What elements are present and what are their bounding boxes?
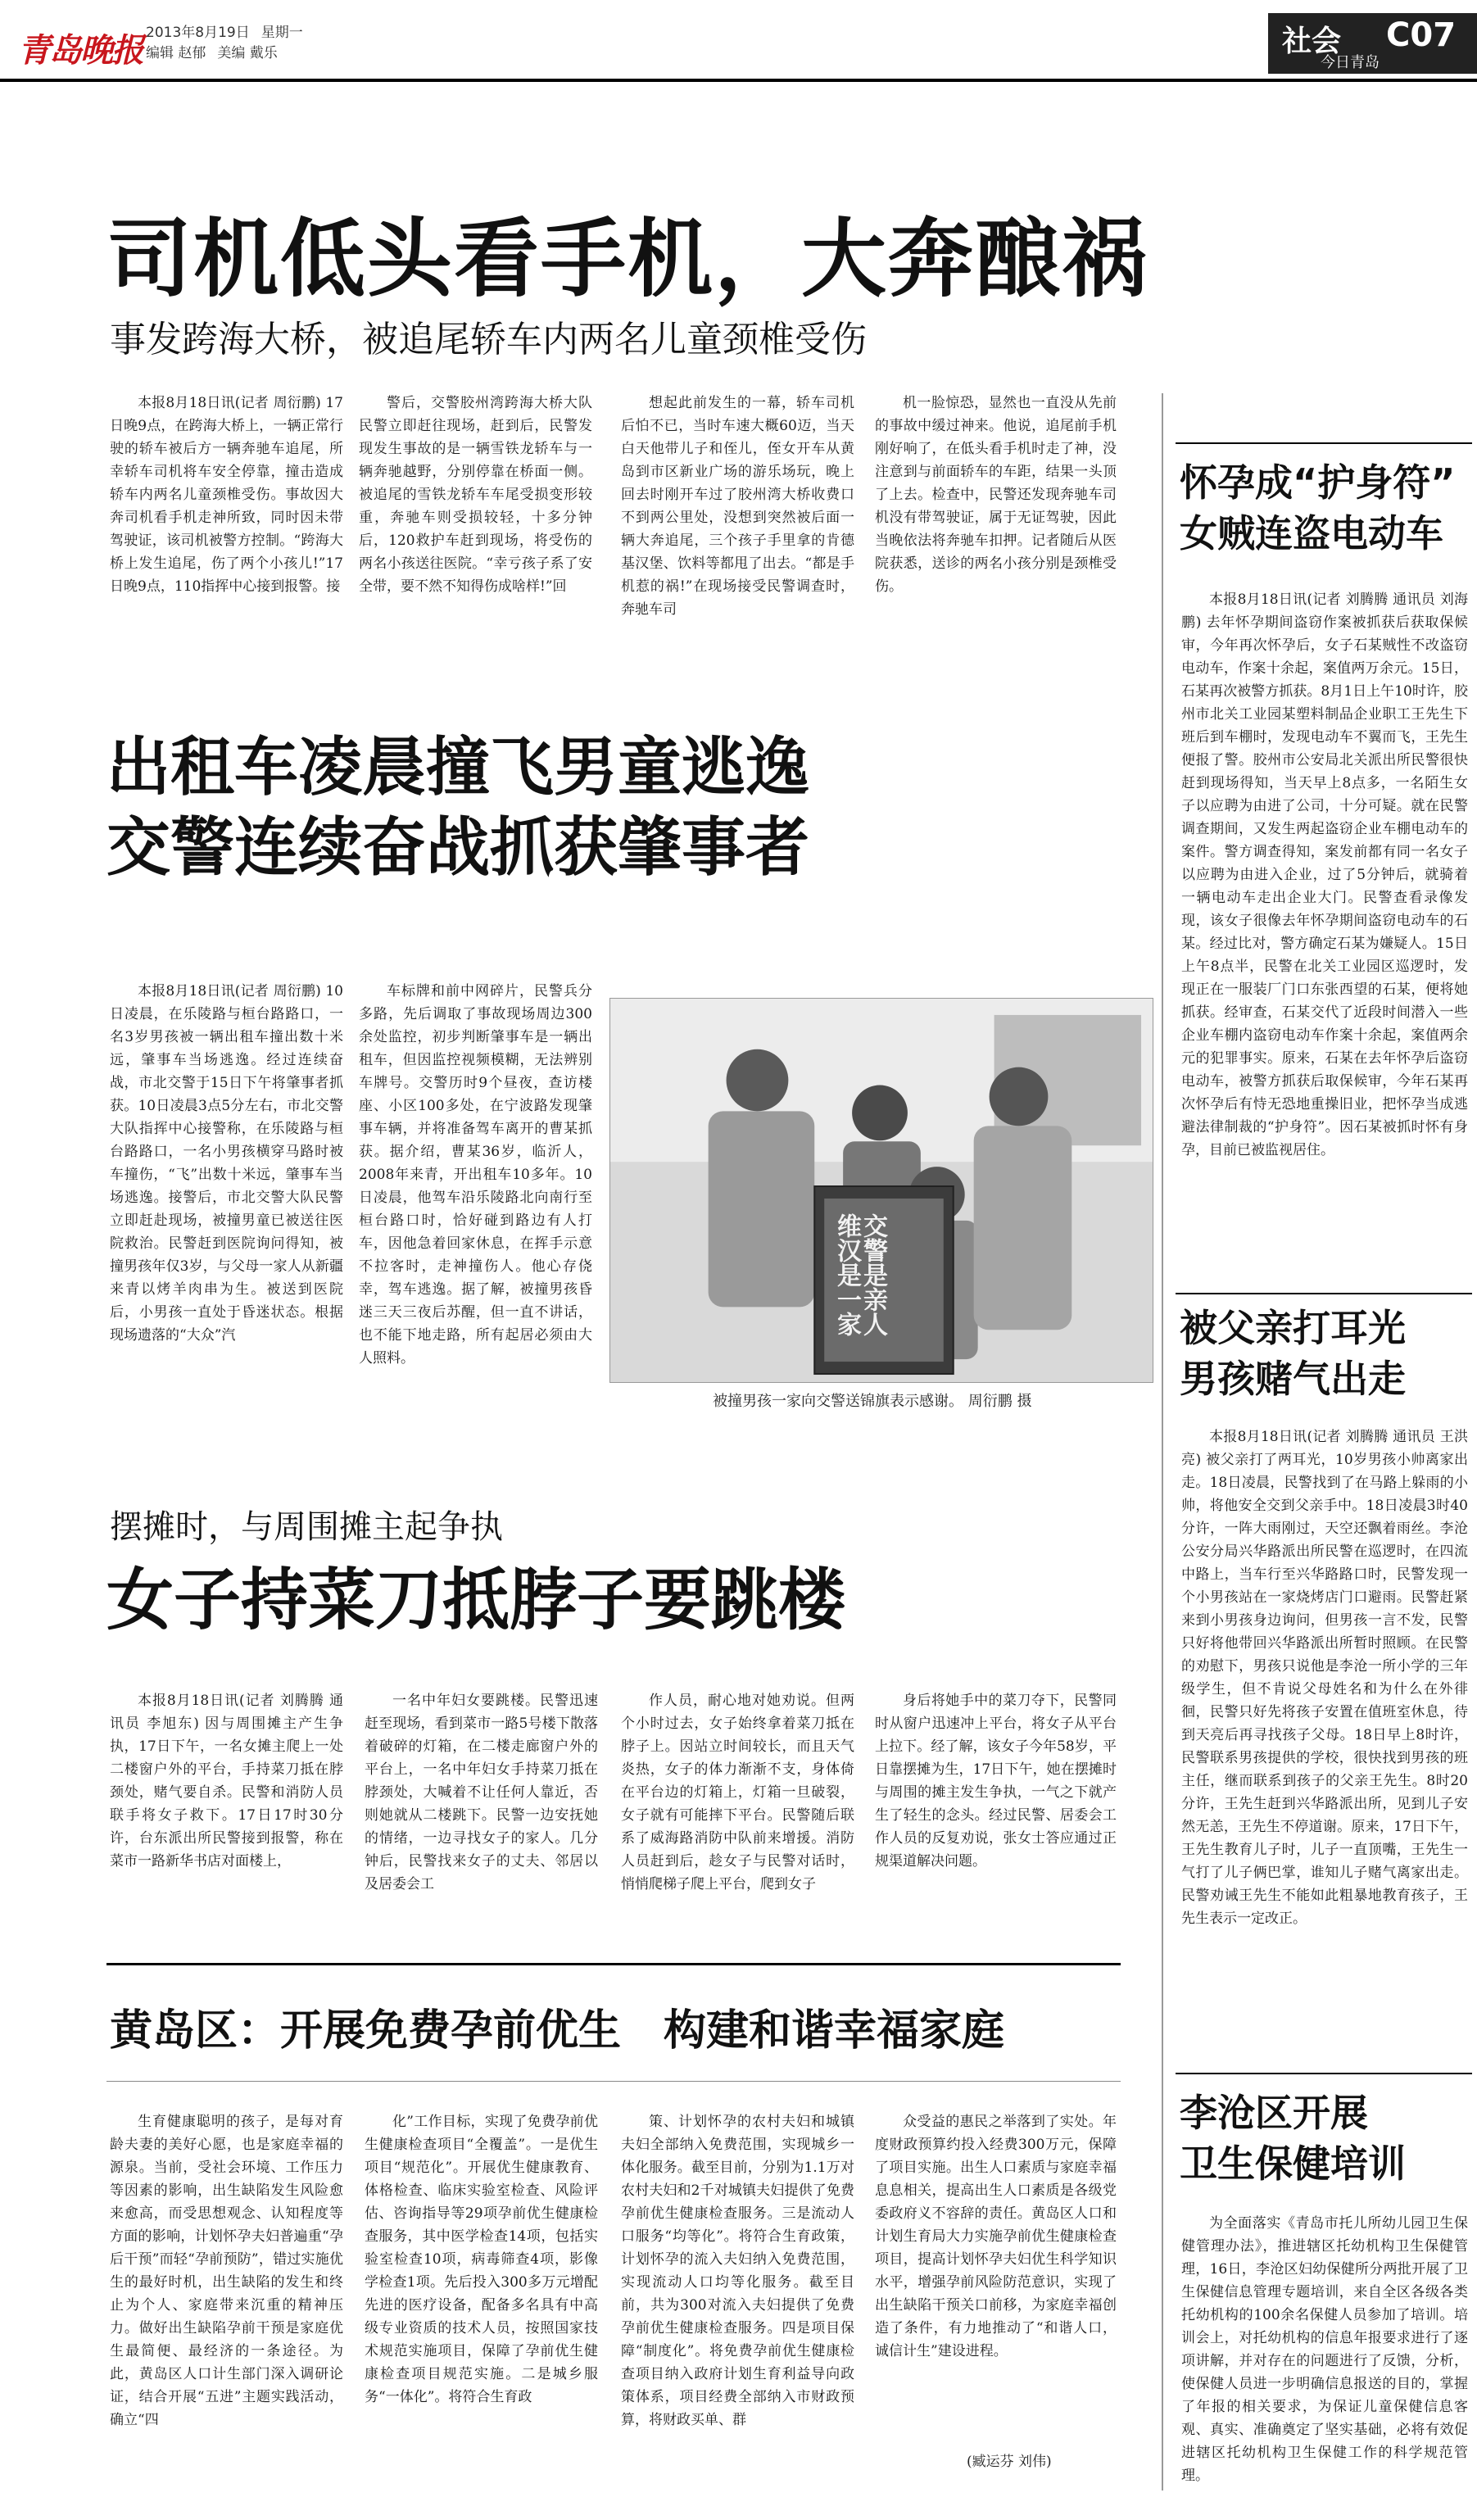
article-headline: 女子持菜刀抵脖子要跳楼 xyxy=(106,1561,846,1639)
article-column xyxy=(110,980,343,1422)
article-headline: 司机低头看手机，大奔酿祸 xyxy=(106,209,1149,309)
article-column xyxy=(875,392,1117,678)
photo-caption: 被撞男孩一家向交警送锦旗表示感谢。 周衍鹏 摄 xyxy=(713,1393,1032,1410)
issue-date: 2013年8月19日 xyxy=(146,25,250,41)
headline-line: 怀孕成“护身符” xyxy=(1180,460,1456,505)
page-number: C07 xyxy=(1386,16,1457,54)
issue-info xyxy=(146,23,315,64)
article-paragraph: 本报8月18日讯(记者 刘腾腾 通讯员 李旭东) 因与周围摊主产生争执，17日下午，一名女摊主爬上一处二楼窗户外的平台，手持菜刀抵在脖颈处，赌气要自杀。民警和消防人员联手将女子救下。17日17时30分许，台东派出所民警接到报警，称在菜市一路新华书店对面楼上， xyxy=(110,1693,343,1870)
rail-rule xyxy=(1176,2073,1472,2074)
article-headline xyxy=(106,727,809,888)
rail-headline xyxy=(1180,1303,1406,1404)
article-paragraph: 本报8月18日讯(记者 周衍鹏) 10日凌晨，在乐陵路与桓台路路口，一名3岁男孩被一辆出租车撞出数十米远，肇事车当场逃逸。经过连续奋战，市北交警于15日下午将肇事者抓获。10日凌晨3点5分左右，市北交警大队指挥中心接警称，在乐陵路与桓台路路口，一名小男孩横穿马路时被车撞伤，“飞”出数十米远，肇事车当场逃逸。接警后，市北交警大队民警立即赶赴现场，被撞男童已被送往医院救治。民警赶到医院询问得知，被撞男孩年仅3岁，与父母一家人从新疆来青以烤羊肉串为生。被送到医院后，小男孩一直处于昏迷状态。根据现场遗落的“大众”汽 xyxy=(110,983,343,1344)
article-subheadline: 事发跨海大桥，被追尾轿车内两名儿童颈椎受伤 xyxy=(110,319,867,360)
headline-line: 出租车凌晨撞飞男童逃逸 xyxy=(106,731,810,804)
editor-credit: 编辑 赵郁 xyxy=(146,45,206,61)
article-column xyxy=(365,2110,598,2471)
headline-line: 男孩赌气出走 xyxy=(1180,1357,1406,1401)
article-column xyxy=(621,392,854,678)
masthead xyxy=(0,0,1477,90)
rail-rule xyxy=(1176,442,1472,444)
issue-weekday: 星期一 xyxy=(261,25,303,41)
news-photo xyxy=(609,998,1153,1383)
article-column xyxy=(365,1689,598,1927)
section-name: 社会 xyxy=(1282,25,1342,58)
article-paragraph: 机一脸惊恐，显然也一直没从先前的事故中缓过神来。他说，追尾前手机刚好响了，在低头看手机时走了神，没注意到与前面轿车的车距，结果一头顶了上去。检查中，民警还发现奔驰车司机没有带驾驶证，属于无证驾驶，因此当晚依法将奔驰车扣押。记者随后从医院获悉，送诊的两名小孩分别是颈椎受伤。 xyxy=(875,395,1117,595)
article-paragraph: 警后，交警胶州湾跨海大桥大队民警立即赶往现场，赶到后，民警发现发生事故的是一辆雪铁龙轿车与一辆奔驰越野，分别停靠在桥面一侧。被追尾的雪铁龙轿车车尾受损变形较重，奔驰车则受损较轻，十多分钟后，120救护车赶到现场，将受伤的两名小孩送往医院。“幸亏孩子系了安全带，要不然不知得伤成啥样!”回 xyxy=(359,395,592,595)
article-paragraph: 本报8月18日讯(记者 周衍鹏) 17日晚9点，在跨海大桥上，一辆正常行驶的轿车被后方一辆奔驰车追尾，所幸轿车司机将车安全停靠，撞击造成轿车内两名儿童颈椎受伤。事故因大奔司机看手机走神所致，同时因未带驾驶证，该司机被警方控制。“跨海大桥上发生追尾，伤了两个小孩儿!”17日晚9点，110指挥中心接到报警。接 xyxy=(110,395,343,595)
headline-line: 李沧区开展 xyxy=(1180,2091,1368,2135)
rail-rule xyxy=(1176,1293,1472,1294)
article-paragraph: 本报8月18日讯(记者 刘腾腾 通讯员 王洪亮) 被父亲打了两耳光，10岁男孩小帅离家出走。18日凌晨，民警找到了在马路上躲雨的小帅，将他安全交到父亲手中。18日凌晨3时40分许，一阵大雨刚过，天空还飘着雨丝。李沧公安分局兴华路派出所民警在巡逻时，在四流中路上，当车行至兴华路路口时，民警发现一个小男孩站在一家烧烤店门口避雨。民警赶紧来到小男孩身边询问，但男孩一言不发，民警只好将他带回兴华路派出所暂时照顾。在民警的劝慰下，男孩只说他是李沧一所小学的三年级学生，但不肯说父母姓名和为什么在外徘徊，民警只好先将孩子安置在值班室休息，待到天亮后再寻找孩子父母。18日早上8时许，民警联系男孩提供的学校，很快找到男孩的班主任，继而联系到孩子的父亲王先生。8时20分许，王先生赶到兴华路派出所，见到儿子安然无恙，王先生不停道谢。原来，17日下午，王先生教育儿子时，儿子一直顶嘴，王先生一气打了儿子俩巴掌，谁知儿子赌气离家出走。民警劝诫王先生不能如此粗暴地教育孩子，王先生表示一定改正。 xyxy=(1181,1429,1468,1927)
article-paragraph: 想起此前发生的一幕，轿车司机后怕不已，当时车速大概60迈，当天白天他带儿子和侄儿，侄女开车从黄岛到市区新业广场的游乐场玩，晚上回去时刚开车过了胶州湾大桥收费口不到两公里处，没想到突然被后面一辆大奔追尾，三个孩子手里拿的肯德基汉堡、饮料等都甩了出去。“都是手机惹的祸!”在现场接受民警调查时，奔驰车司 xyxy=(621,395,854,618)
article-paragraph: 化”工作目标，实现了免费孕前优生健康检查项目“全覆盖”。一是优生项目“规范化”。开展优生健康教育、体格检查、临床实验室检查、风险评估、咨询指导等29项孕前优生健康检查服务，其中医学检查14项，包括实验室检查10项，病毒筛查4项，影像学检查1项。先后投入300多万元增配先进的医疗设备，配备多名具有中高级专业资质的技术人员，按照国家技术规范实施项目，保障了孕前优生健康检查项目规范实施。二是城乡服务“一体化”。将符合生育政 xyxy=(365,2114,598,2405)
article-paragraph: 为全面落实《青岛市托儿所幼儿园卫生保健管理办法》，推进辖区托幼机构卫生保健管理，16日，李沧区妇幼保健所分两批开展了卫生保健信息管理专题培训，来自全区各级各类托幼机构的100余名保健人员参加了培训。培训会上，对托幼机构的信息年报要求进行了逐项讲解，并对存在的问题进行了反馈，分析，使保健人员进一步明确信息报送的目的，掌握了年报的相关要求，为保证儿童保健信息客观、真实、准确奠定了坚实基础，必将有效促进辖区托幼机构卫生保健工作的科学规范管理。 xyxy=(1181,2215,1468,2484)
article-byline: (臧运芬 刘伟) xyxy=(967,2454,1052,2470)
article-paragraph: 本报8月18日讯(记者 刘腾腾 通讯员 刘海鹏) 去年怀孕期间盗窃作案被抓获后获取保候审，今年再次怀孕后，女子石某贼性不改盗窃电动车，作案十余起，案值两万余元。15日，石某再次被警方抓获。8月1日上午10时许，胶州市北关工业园某塑料制品企业职工王先生下班后到车棚时，发现电动车不翼而飞，王先生便报了警。胶州市公安局北关派出所民警很快赶到现场得知，当天早上8点多，一名陌生女子以应聘为由进了公司，十分可疑。就在民警调查期间，又发生两起盗窃企业车棚电动车的案件。警方调查得知，案发前都有同一名女子以应聘为由进入企业，过了5分钟后，就骑着一辆电动车走出企业大门。民警查看录像发现，该女子很像去年怀孕期间盗窃电动车的石某。经过比对，警方确定石某为嫌疑人。15日上午8点半，民警在北关工业园区巡逻时，发现正在一服装厂门口东张西望的石某，便将她抓获。经审查，石某交代了近段时间潜入一些企业车棚内盗窃电动车作案十余起，案值两余元的犯罪事实。原来，石某在去年怀孕后盗窃电动车，被警方抓获后取保候审，今年石某再次怀孕后有恃无恐地重操旧业，把怀孕当成逃避法律制裁的“护身符”。因石某被抓时怀有身孕，目前已被监视居住。 xyxy=(1181,591,1468,1158)
article-paragraph: 生育健康聪明的孩子，是每对育龄夫妻的美好心愿，也是家庭幸福的源泉。当前，受社会环境、工作压力等因素的影响，出生缺陷发生风险愈来愈高，而受思想观念、认知程度等方面的影响，计划怀孕夫妇普遍重“孕后干预”而轻“孕前预防”，错过实施优生的最好时机，出生缺陷的发生和终止为个人、家庭带来沉重的精神压力。做好出生缺陷孕前干预是家庭优生最简便、最经济的一条途径。为此，黄岛区人口计生部门深入调研论证，结合开展“五进”主题实践活动，确立“四 xyxy=(110,2114,343,2428)
banner-text: 交警是亲人 xyxy=(859,1213,887,1336)
article-column xyxy=(621,1689,854,1927)
article-paragraph: 众受益的惠民之举落到了实处。年度财政预算约投入经费300万元，保障了项目实施。出生人口素质与家庭幸福息息相关，提高出生人口素质是各级党委政府义不容辞的责任。黄岛区人口和计划生育局大力实施孕前优生健康检查项目，提高计划怀孕夫妇优生科学知识水平，增强孕前风险防范意识，实现了出生缺陷干预关口前移，为家庭幸福创造了条件，有力地推动了“和谐人口，诚信计生”建设进程。 xyxy=(875,2114,1117,2359)
section-divider xyxy=(106,1963,1121,1965)
article-column xyxy=(875,1689,1117,1927)
article-column xyxy=(110,392,343,678)
banner-text: 维汉是一家 xyxy=(832,1213,861,1336)
article-paragraph: 车标牌和前中网碎片，民警兵分多路，先后调取了事故现场周边300余处监控，初步判断肇事车是一辆出租车，但因监控视频模糊，无法辨别车牌号。交警历时9个昼夜，查访楼座、小区100多处，在宁波路发现肇事车辆，并将准备驾车离开的曹某抓获。据介绍，曹某36岁，临沂人，2008年来青，开出租车10多年。10日凌晨，他驾车沿乐陵路北向南行至桓台路口时，恰好碰到路边有人打车，因他急着回家休息，在挥手示意不拉客时，走神撞伤人。他心存侥幸，驾车逃逸。据了解，被撞男孩昏迷三天三夜后苏醒，但一直不讲话，也不能下地走路，所有起居必须由大人照料。 xyxy=(359,983,592,1367)
article-column xyxy=(359,392,592,678)
article-column xyxy=(1181,1425,1468,2048)
article-column xyxy=(110,2110,343,2471)
article-paragraph: 策、计划怀孕的农村夫妇和城镇夫妇全部纳入免费范围，实现城乡一体化服务。截至目前，分别为1.1万对农村夫妇和2千对城镇夫妇提供了免费孕前优生健康检查服务。三是流动人口服务“均等化”。将符合生育政策，计划怀孕的流入夫妇纳入免费范围，实现流动人口均等化服务。截至目前，共为300对流入夫妇提供了免费孕前优生健康检查服务。四是项目保障“制度化”。将免费孕前优生健康检查项目纳入政府计划生育利益导向政策体系，项目经费全部纳入市财政预算，将财政买单、群 xyxy=(621,2114,854,2428)
article-column xyxy=(875,2110,1117,2446)
newspaper-logo: 青岛晚报 xyxy=(18,31,143,70)
subsection-name: 今日青岛 xyxy=(1321,54,1380,71)
designer-credit: 美编 戴乐 xyxy=(217,45,278,61)
masthead-rule xyxy=(0,79,1477,82)
rail-headline xyxy=(1180,2087,1406,2189)
article-column xyxy=(1181,2212,1468,2507)
article-column xyxy=(110,1689,343,1927)
headline-line: 被父亲打耳光 xyxy=(1180,1306,1406,1350)
article-column xyxy=(621,2110,854,2471)
article-paragraph: 一名中年妇女要跳楼。民警迅速赶至现场，看到菜市一路5号楼下散落着破碎的灯箱，在二楼走廊窗户外的平台上，一名中年妇女手持菜刀抵在脖颈处，大喊着不让任何人靠近，否则她就从二楼跳下。民警一边安抚她的情绪，一边寻找女子的家人。几分钟后，民警找来女子的丈夫、邻居以及居委会工 xyxy=(365,1693,598,1892)
article-column xyxy=(1181,588,1468,1276)
rail-divider xyxy=(1162,393,1163,2491)
rail-headline xyxy=(1180,457,1455,559)
article-column xyxy=(359,980,592,1422)
headline-line: 交警连续奋战抓获肇事者 xyxy=(106,811,810,885)
article-kicker: 摆摊时，与周围摊主起争执 xyxy=(110,1508,503,1546)
headline-underline xyxy=(106,2081,1121,2082)
article-paragraph: 作人员，耐心地对她劝说。但两个小时过去，女子始终拿着菜刀抵在脖子上。因站立时间较长，而且天气炎热，女子的体力渐渐不支，身体倚在平台边的灯箱上，灯箱一旦破裂，女子就有可能摔下平台。民警随后联系了威海路消防中队前来增援。消防人员赶到后，趁女子与民警对话时，悄悄爬梯子爬上平台，爬到女子 xyxy=(621,1693,854,1892)
article-paragraph: 身后将她手中的菜刀夺下，民警同时从窗户迅速冲上平台，将女子从平台上拉下。经了解，该女子今年58岁，平日靠摆摊为生，17日下午，她在摆摊时与周围的摊主发生争执，一气之下就产生了轻生的念头。经过民警、居委会工作人员的反复劝说，张女士答应通过正规渠道解决问题。 xyxy=(875,1693,1117,1870)
article-headline: 黄岛区：开展免费孕前优生 构建和谐幸福家庭 xyxy=(110,2006,1005,2055)
headline-line: 女贼连盗电动车 xyxy=(1180,511,1443,555)
headline-line: 卫生保健培训 xyxy=(1180,2142,1406,2186)
